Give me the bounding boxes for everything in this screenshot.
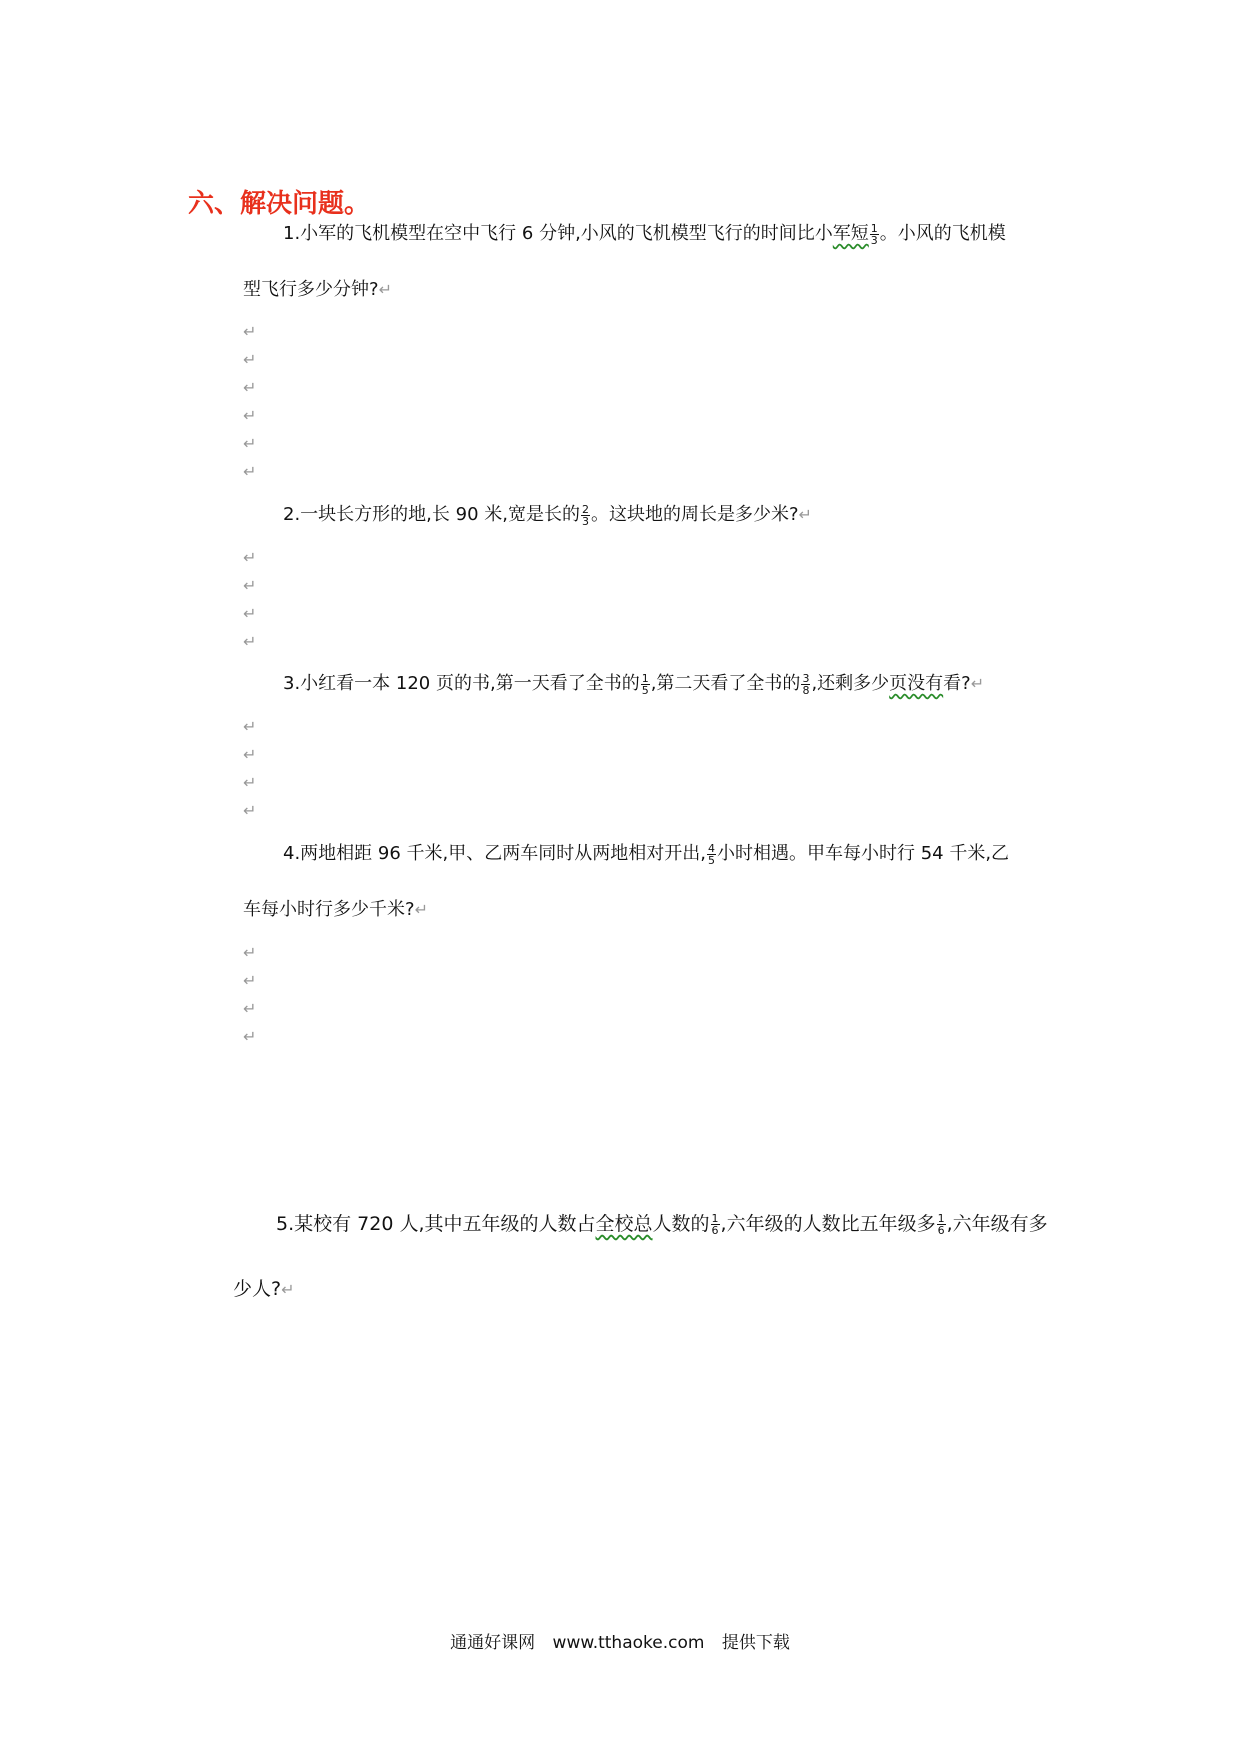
paragraph-mark: ↵ bbox=[243, 350, 257, 369]
paragraph-mark: ↵ bbox=[243, 576, 257, 595]
fraction: $\frac{1}{6}$ bbox=[711, 1212, 719, 1237]
question-5-line-2: 少人?↵ bbox=[233, 1278, 295, 1300]
question-4-line-2: 车每小时行多少千米?↵ bbox=[243, 899, 428, 920]
question-2: 2.一块长方形的地,长 90 米,宽是长的 $\frac{2}{3}$ 。这块地的周长是多少米?↵ bbox=[283, 502, 812, 528]
section-heading: 六、解决问题。 bbox=[188, 189, 371, 219]
paragraph-mark: ↵ bbox=[243, 971, 257, 990]
paragraph-mark: ↵ bbox=[243, 745, 257, 764]
paragraph-mark: ↵ bbox=[243, 943, 257, 962]
paragraph-mark: ↵ bbox=[243, 406, 257, 425]
paragraph-mark: ↵ bbox=[243, 632, 257, 651]
paragraph-mark: ↵ bbox=[243, 999, 257, 1018]
fraction: $\frac{1}{3}$ bbox=[870, 221, 878, 247]
question-1-line-2: 型飞行多少分钟?↵ bbox=[243, 279, 392, 300]
fraction: $\frac{3}{8}$ bbox=[802, 671, 810, 697]
question-5-line-1: 5.某校有 720 人,其中五年级的人数占全校总人数的 $\frac{1}{6}$ ,六年级的人数比五年级多 $\frac{1}{6}$ ,六年级有多 bbox=[276, 1212, 1048, 1237]
question-4-line-1: 4.两地相距 96 千米,甲、乙两车同时从两地相对开出, $\frac{4}{5}$ 小时相遇。甲车每小时行 54 千米,乙 bbox=[283, 841, 1010, 867]
fraction: $\frac{4}{5}$ bbox=[707, 841, 715, 867]
footer-url[interactable]: www.tthaoke.com bbox=[552, 1633, 705, 1653]
footer-suffix: 提供下载 bbox=[721, 1633, 790, 1653]
question-1-line-1: 1.小军的飞机模型在空中飞行 6 分钟,小风的飞机模型飞行的时间比小军短 $\frac{1}{3}$ 。小风的飞机模 bbox=[283, 221, 1006, 247]
paragraph-mark: ↵ bbox=[243, 717, 257, 736]
paragraph-mark: ↵ bbox=[243, 801, 257, 820]
fraction: $\frac{2}{3}$ bbox=[581, 502, 589, 528]
paragraph-mark: ↵ bbox=[243, 462, 257, 481]
fraction: $\frac{1}{6}$ bbox=[937, 1212, 945, 1237]
paragraph-mark: ↵ bbox=[243, 604, 257, 623]
paragraph-mark: ↵ bbox=[243, 1027, 257, 1046]
paragraph-mark: ↵ bbox=[243, 548, 257, 567]
fraction: $\frac{1}{5}$ bbox=[641, 671, 649, 697]
paragraph-mark: ↵ bbox=[243, 773, 257, 792]
footer-site-name: 通通好课网 bbox=[450, 1633, 536, 1653]
footer bbox=[0, 1628, 1240, 1653]
paragraph-mark: ↵ bbox=[243, 322, 257, 341]
paragraph-mark: ↵ bbox=[243, 378, 257, 397]
paragraph-mark: ↵ bbox=[243, 434, 257, 453]
question-3: 3.小红看一本 120 页的书,第一天看了全书的 $\frac{1}{5}$ ,第二天看了全书的 $\frac{3}{8}$ ,还剩多少页没有看?↵ bbox=[283, 671, 985, 697]
